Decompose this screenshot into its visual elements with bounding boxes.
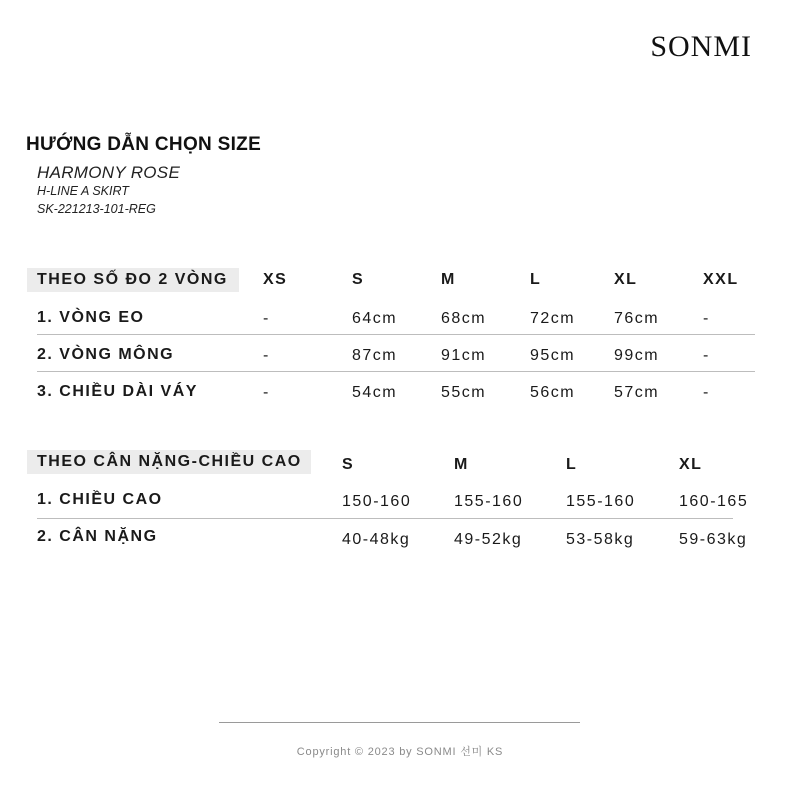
row-value: 56cm xyxy=(530,384,576,401)
size-label-s: S xyxy=(352,271,365,288)
row-value: 40-48kg xyxy=(342,531,411,548)
row-divider xyxy=(37,371,755,372)
row-label: 3. CHIỀU DÀI VÁY xyxy=(37,383,198,400)
row-value: 64cm xyxy=(352,310,398,327)
brand-logo: SONMI xyxy=(650,30,752,63)
table-header-label: THEO SỐ ĐO 2 VÒNG xyxy=(37,271,228,288)
row-value: 57cm xyxy=(614,384,660,401)
row-value: 72cm xyxy=(530,310,576,327)
row-label: 1. CHIỀU CAO xyxy=(37,491,163,508)
row-value: - xyxy=(703,347,710,364)
row-label: 1. VÒNG EO xyxy=(37,309,145,326)
table-header-label: THEO CÂN NẶNG-CHIỀU CAO xyxy=(37,453,302,470)
copyright-text: Copyright © 2023 by SONMI 선미 KS xyxy=(296,746,504,758)
footer-divider xyxy=(219,722,580,723)
row-value: 87cm xyxy=(352,347,398,364)
size-label-l: L xyxy=(566,456,578,473)
size-label-m: M xyxy=(441,271,456,288)
row-value: - xyxy=(703,384,710,401)
row-divider xyxy=(37,518,733,519)
row-value: 99cm xyxy=(614,347,660,364)
row-value: - xyxy=(703,310,710,327)
row-value: 150-160 xyxy=(342,493,412,510)
row-value: - xyxy=(263,310,270,327)
size-label-xl: XL xyxy=(679,456,703,473)
row-label: 2. VÒNG MÔNG xyxy=(37,346,175,363)
product-type: H-LINE A SKIRT xyxy=(37,184,129,198)
row-value: 54cm xyxy=(352,384,398,401)
row-value: 91cm xyxy=(441,347,487,364)
product-name: HARMONY ROSE xyxy=(37,163,181,182)
row-value: 155-160 xyxy=(566,493,636,510)
size-label-xs: XS xyxy=(263,271,288,288)
row-label: 2. CÂN NẶNG xyxy=(37,528,158,545)
size-label-m: M xyxy=(454,456,469,473)
row-value: - xyxy=(263,384,270,401)
row-divider xyxy=(37,334,755,335)
row-value: 59-63kg xyxy=(679,531,748,548)
guide-title: HƯỚNG DẪN CHỌN SIZE xyxy=(26,134,262,155)
size-label-s: S xyxy=(342,456,355,473)
row-value: - xyxy=(263,347,270,364)
row-value: 49-52kg xyxy=(454,531,523,548)
size-label-xxl: XXL xyxy=(703,271,739,288)
size-label-l: L xyxy=(530,271,542,288)
product-sku: SK-221213-101-REG xyxy=(37,202,156,216)
row-value: 155-160 xyxy=(454,493,524,510)
row-value: 160-165 xyxy=(679,493,749,510)
row-value: 95cm xyxy=(530,347,576,364)
row-value: 55cm xyxy=(441,384,487,401)
row-value: 53-58kg xyxy=(566,531,635,548)
size-label-xl: XL xyxy=(614,271,638,288)
row-value: 68cm xyxy=(441,310,487,327)
row-value: 76cm xyxy=(614,310,660,327)
